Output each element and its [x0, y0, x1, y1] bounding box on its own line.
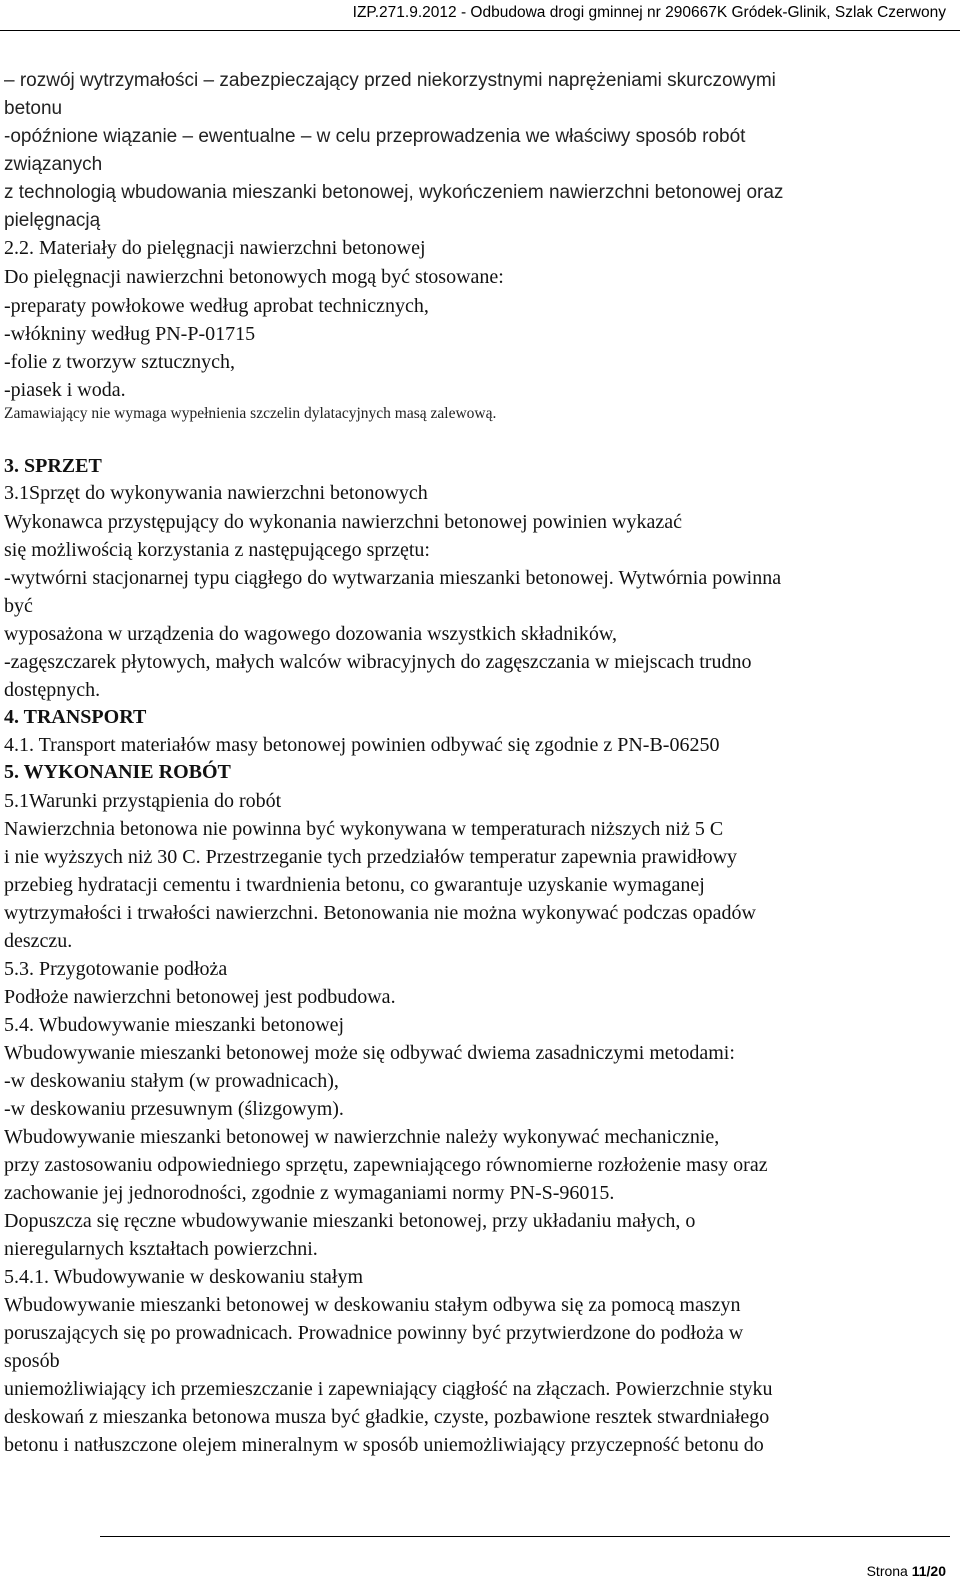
text-line: dostępnych.	[4, 679, 101, 701]
section-heading: 5.4.1. Wbudowywanie w deskowaniu stałym	[4, 1266, 364, 1288]
text-line: Wbudowywanie mieszanki betonowej w deskowaniu stałym odbywa się za pomocą maszyn	[4, 1294, 741, 1316]
list-item: -w deskowaniu przesuwnym (ślizgowym).	[4, 1098, 344, 1120]
text-line: 4.1. Transport materiałów masy betonowej powinien odbywać się zgodnie z PN-B-06250	[4, 734, 720, 756]
text-line: pielęgnacją	[4, 210, 101, 231]
list-item: -w deskowaniu stałym (w prowadnicach),	[4, 1070, 339, 1092]
list-item: -preparaty powłokowe według aprobat technicznych,	[4, 295, 429, 317]
text-line: – rozwój wytrzymałości – zabezpieczający przed niekorzystnymi naprężeniami skurczowymi	[4, 70, 776, 91]
text-line: Wykonawca przystępujący do wykonania nawierzchni betonowej powinien wykazać	[4, 511, 682, 533]
page-header	[0, 0, 960, 30]
text-line: sposób	[4, 1350, 60, 1372]
text-line: Nawierzchnia betonowa nie powinna być wykonywana w temperaturach niższych niż 5 C	[4, 818, 724, 840]
text-line: być	[4, 595, 33, 617]
text-line: betonu i natłuszczone olejem mineralnym w sposób uniemożliwiający przyczepność betonu do	[4, 1434, 764, 1456]
page-number: 11/20	[911, 1563, 946, 1579]
text-line: i nie wyższych niż 30 C. Przestrzeganie tych przedziałów temperatur zapewnia prawidłowy	[4, 846, 738, 868]
text-line: przy zastosowaniu odpowiedniego sprzętu, zapewniającego równomierne rozłożenie masy oraz	[4, 1154, 768, 1176]
text-line: przebieg hydratacji cementu i twardnienia betonu, co gwarantuje uzyskanie wymaganej	[4, 874, 705, 896]
section-heading: 3. SPRZET	[4, 455, 102, 477]
text-line: Dopuszcza się ręczne wbudowywanie mieszanki betonowej, przy układaniu małych, o	[4, 1210, 696, 1232]
section-heading: 3.1Sprzęt do wykonywania nawierzchni betonowych	[4, 482, 428, 504]
list-item: -folie z tworzyw sztucznych,	[4, 351, 236, 373]
section-heading: 5.3. Przygotowanie podłoża	[4, 958, 228, 980]
page-label: Strona	[866, 1563, 912, 1579]
text-line: uniemożliwiający ich przemieszczanie i zapewniający ciągłość na złączach. Powierzchnie styku	[4, 1378, 773, 1400]
section-heading: 5.1Warunki przystąpienia do robót	[4, 790, 282, 812]
text-line: poruszających się po prowadnicach. Prowadnice powinny być przytwierdzone do podłoża w	[4, 1322, 744, 1344]
text-line: zachowanie jej jednorodności, zgodnie z wymaganiami normy PN-S-96015.	[4, 1182, 615, 1204]
note-line: Zamawiający nie wymaga wypełnienia szczelin dylatacyjnych masą zalewową.	[4, 405, 497, 422]
text-line: betonu	[4, 98, 63, 119]
list-item: -piasek i woda.	[4, 379, 126, 401]
list-item: -wytwórni stacjonarnej typu ciągłego do wytwarzania mieszanki betonowej. Wytwórnia powinna	[4, 567, 782, 589]
text-line: deskowań z mieszanka betonowa musza być gładkie, czyste, pozbawione resztek stwardniałego	[4, 1406, 770, 1428]
text-line: z technologią wbudowania mieszanki betonowej, wykończeniem nawierzchni betonowej oraz	[4, 182, 784, 203]
text-line: wytrzymałości i trwałości nawierzchni. Betonowania nie można wykonywać podczas opadów	[4, 902, 756, 924]
section-heading: 4. TRANSPORT	[4, 706, 147, 728]
text-line: związanych	[4, 154, 103, 175]
section-heading: 5. WYKONANIE ROBÓT	[4, 761, 231, 783]
section-heading: 2.2. Materiały do pielęgnacji nawierzchni betonowej	[4, 237, 426, 259]
list-item: -zagęszczarek płytowych, małych walców wibracyjnych do zagęszczania w miejscach trudno	[4, 651, 752, 673]
text-line: wyposażona w urządzenia do wagowego dozowania wszystkich składników,	[4, 623, 617, 645]
document-title: IZP.271.9.2012 - Odbudowa drogi gminnej nr 290667K Gródek-Glinik, Szlak Czerwony	[352, 4, 946, 21]
section-heading: 5.4. Wbudowywanie mieszanki betonowej	[4, 1014, 345, 1036]
text-line: Do pielęgnacji nawierzchni betonowych mogą być stosowane:	[4, 266, 504, 288]
list-item: -włókniny według PN-P-01715	[4, 323, 256, 345]
text-line: się możliwością korzystania z następującego sprzętu:	[4, 539, 430, 561]
text-line: nieregularnych kształtach powierzchni.	[4, 1238, 318, 1260]
text-line: -opóźnione wiązanie – ewentualne – w celu przeprowadzenia we właściwy sposób robót	[4, 126, 746, 147]
text-line: deszczu.	[4, 930, 73, 952]
text-line: Podłoże nawierzchni betonowej jest podbudowa.	[4, 986, 396, 1008]
page-footer	[867, 1563, 946, 1579]
text-line: Wbudowywanie mieszanki betonowej może się odbywać dwiema zasadniczymi metodami:	[4, 1042, 735, 1064]
header-divider	[0, 30, 960, 31]
text-line: Wbudowywanie mieszanki betonowej w nawierzchnie należy wykonywać mechanicznie,	[4, 1126, 720, 1148]
footer-divider	[100, 1536, 950, 1537]
